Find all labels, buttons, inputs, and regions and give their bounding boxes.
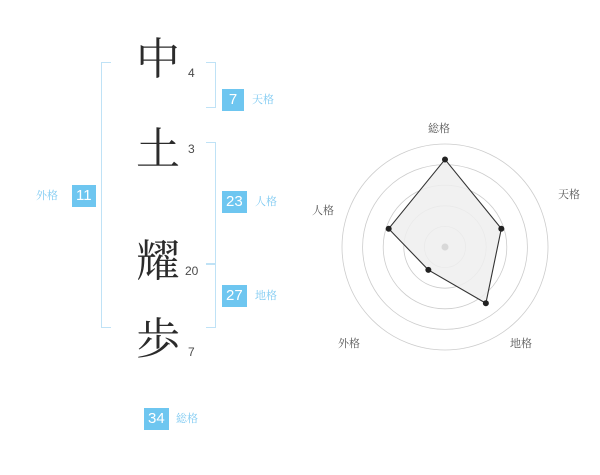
kanji-char-2: 土 [136,124,180,175]
stroke-count-3: 20 [185,264,199,278]
kanji-char-3: 耀 [136,236,180,287]
score-value-jinkaku: 23 [222,191,247,213]
radar-center-dot [442,244,449,251]
radar-axis-label-gaikaku: 外格 [338,338,360,350]
name-stroke-panel [0,0,300,470]
radar-axis-label-jinkaku: 人格 [312,205,334,217]
radar-axis-label-tenkaku: 天格 [558,189,580,201]
score-label-jinkaku: 人格 [255,196,277,208]
radar-axis-label-chikaku: 地格 [510,338,532,350]
score-value-soukaku: 34 [144,408,169,430]
score-label-chikaku: 地格 [255,290,277,302]
stroke-count-4: 7 [188,345,195,359]
score-value-gaikaku: 11 [72,185,96,207]
kanji-char-4: 歩 [136,314,180,365]
score-label-gaikaku: 外格 [36,190,58,202]
bracket-tenkaku [206,62,216,108]
radar-series-area [389,159,502,303]
stroke-count-1: 4 [188,66,195,80]
score-label-soukaku: 総格 [176,413,198,425]
radar-chart-panel [300,0,600,470]
bracket-chikaku [206,264,216,328]
radar-axis-label-soukaku: 総格 [428,123,450,135]
kanji-char-1: 中 [136,34,180,85]
score-value-chikaku: 27 [222,285,247,307]
bracket-jinkaku [206,142,216,264]
bracket-gaikaku [101,62,111,328]
radar-chart [300,0,600,470]
stroke-count-2: 3 [188,142,195,156]
score-value-tenkaku: 7 [222,89,244,111]
score-label-tenkaku: 天格 [252,94,274,106]
